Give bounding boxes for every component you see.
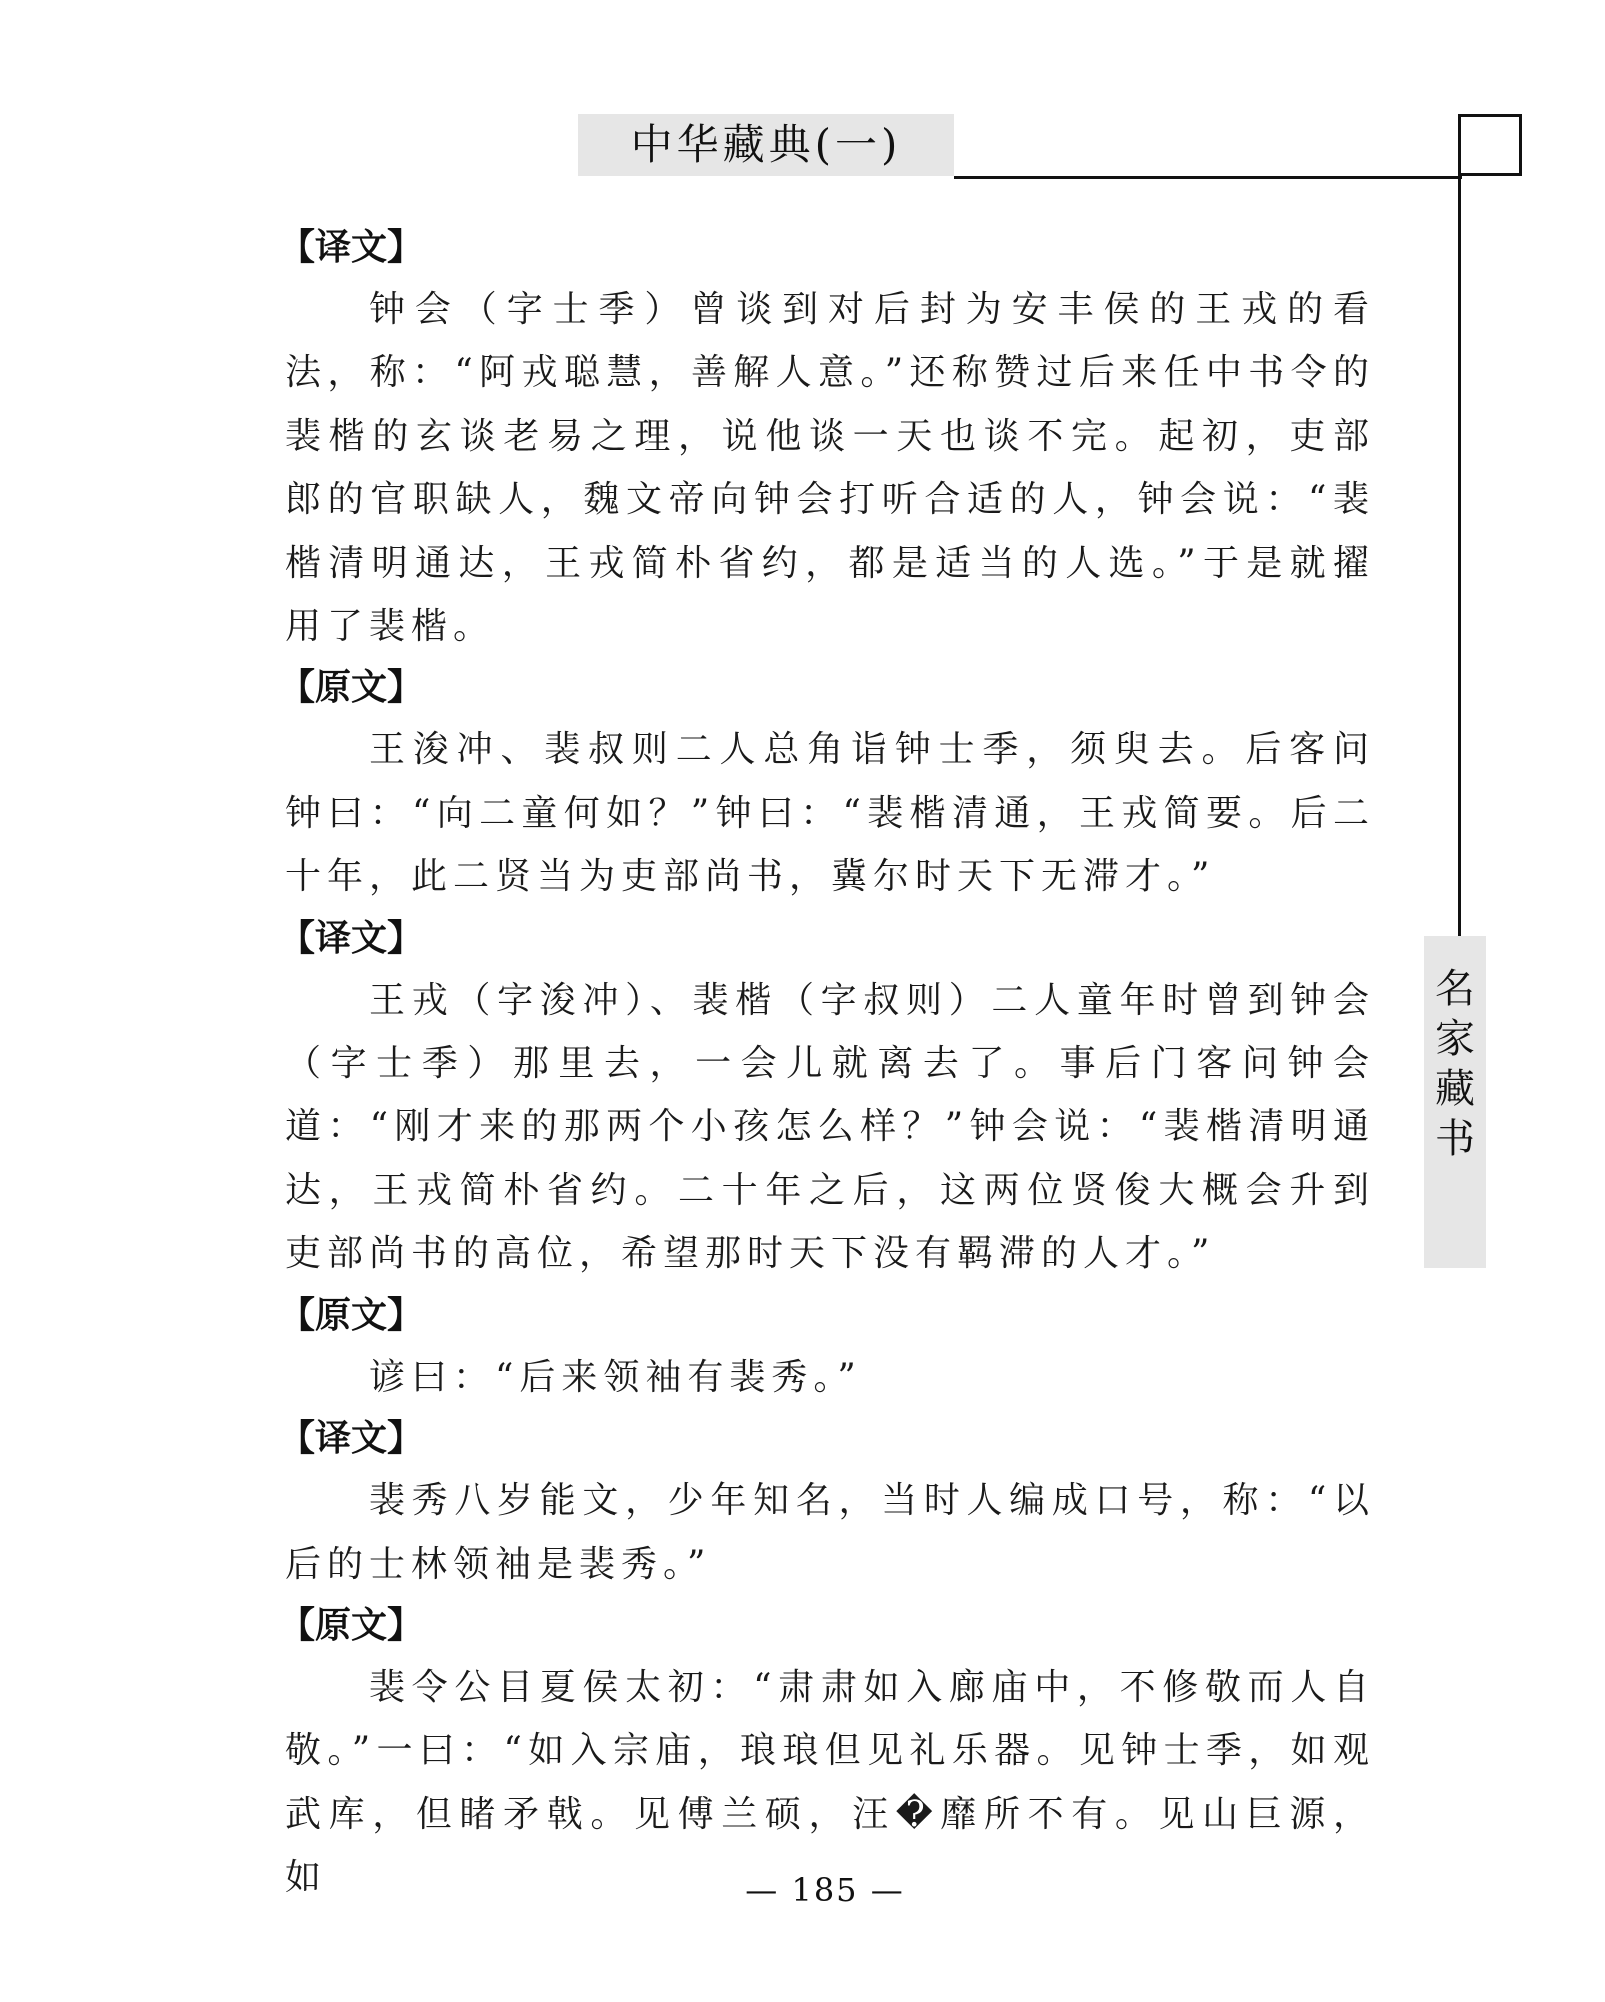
side-tab-char: 名 bbox=[1435, 966, 1475, 1012]
section-label-original: 【原文】 bbox=[279, 667, 424, 709]
corner-frame bbox=[1458, 114, 1522, 176]
book-title: 中华藏典(一) bbox=[630, 120, 902, 169]
side-tab-char: 书 bbox=[1435, 1116, 1475, 1162]
section-label-translation: 【译文】 bbox=[279, 1418, 424, 1460]
section-paragraph: 王浚冲、裴叔则二人总角诣钟士季，须臾去。后客问钟曰：“向二童何如？”钟曰：“裴楷清通，王戎简要。后二十年，此二贤当为吏部尚书，冀尔时天下无滞才。” bbox=[285, 729, 1375, 898]
section-paragraph: 谚曰：“后来领袖有裴秀。” bbox=[369, 1356, 862, 1398]
header-rule-line bbox=[954, 176, 1462, 179]
section-label-translation: 【译文】 bbox=[279, 917, 424, 959]
side-tab-label bbox=[1424, 964, 1486, 1164]
section-label-original: 【原文】 bbox=[279, 1604, 424, 1646]
section-paragraph: 钟会（字士季）曾谈到对后封为安丰侯的王戎的看法，称：“阿戎聪慧，善解人意。”还称赞过后来任中书令的裴楷的玄谈老易之理，说他谈一天也谈不完。起初，吏部郎的官职缺人，魏文帝向钟会打听合适的人，钟会说：“裴楷清明通达，王戎简朴省约，都是适当的人选。”于是就擢用了裴楷。 bbox=[285, 289, 1375, 648]
side-tab-char: 家 bbox=[1435, 1016, 1475, 1062]
main-text bbox=[279, 218, 1375, 1910]
side-tab-char: 藏 bbox=[1435, 1066, 1475, 1112]
section-label-original: 【原文】 bbox=[279, 1294, 424, 1336]
section-label-translation: 【译文】 bbox=[279, 227, 424, 268]
section-paragraph: 裴秀八岁能文，少年知名，当时人编成口号，称：“以后的士林领袖是裴秀。” bbox=[285, 1480, 1375, 1585]
page-number: — 185 — bbox=[745, 1871, 905, 1909]
section-paragraph: 裴令公目夏侯太初：“肃肃如入廊庙中，不修敬而人自敬。”一曰：“如入宗庙，琅琅但见礼乐器。见钟士季，如观武库，但睹矛戟。见傅兰硕，汪�靡所不有。见山巨源，如 bbox=[285, 1666, 1375, 1899]
section-paragraph: 王戎（字浚冲）、裴楷（字叔则）二人童年时曾到钟会（字士季）那里去，一会儿就离去了。事后门客问钟会道：“刚才来的那两个小孩怎么样？”钟会说：“裴楷清明通达，王戎简朴省约。二十年之后，这两位贤俊大概会升到吏部尚书的高位，希望那时天下没有羁滞的人才。” bbox=[285, 979, 1375, 1275]
side-rule-line bbox=[1458, 114, 1461, 936]
